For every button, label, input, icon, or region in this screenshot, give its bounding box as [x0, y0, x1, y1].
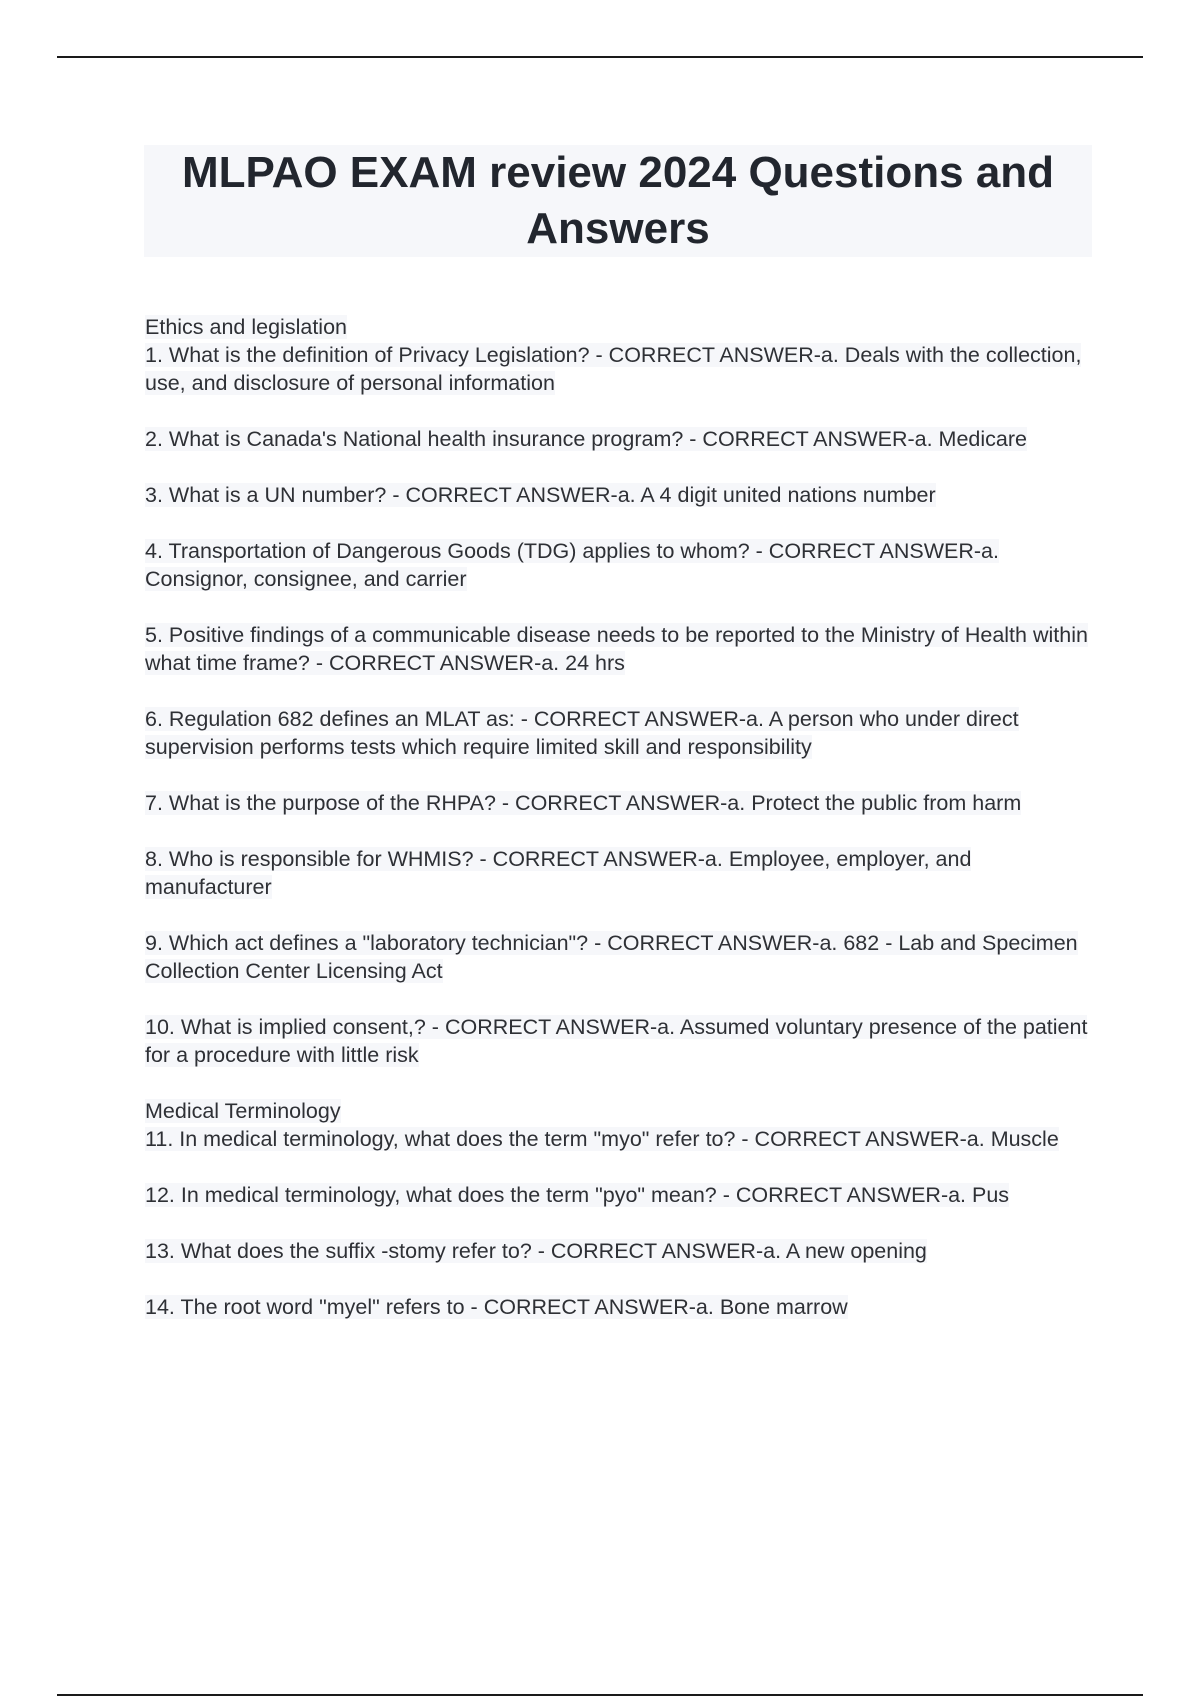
- qa-item-2: 2. What is Canada's National health insurance program? - CORRECT ANSWER-a. Medicare: [145, 427, 1027, 451]
- qa-item-13: 13. What does the suffix -stomy refer to? - CORRECT ANSWER-a. A new opening: [145, 1239, 927, 1263]
- qa-item-6: 6. Regulation 682 defines an MLAT as: - CORRECT ANSWER-a. A person who under direct supervision performs tests which require limited skill and responsibility: [145, 707, 1019, 759]
- qa-item-8: 8. Who is responsible for WHMIS? - CORRECT ANSWER-a. Employee, employer, and manufacturer: [145, 847, 972, 899]
- qa-item-4: 4. Transportation of Dangerous Goods (TDG) applies to whom? - CORRECT ANSWER-a. Consignor, consignee, and carrier: [145, 539, 999, 591]
- qa-item-14: 14. The root word "myel" refers to - CORRECT ANSWER-a. Bone marrow: [145, 1295, 848, 1319]
- section-heading-medical-terminology: Medical Terminology: [145, 1099, 341, 1123]
- section-heading-ethics: Ethics and legislation: [145, 315, 347, 339]
- qa-item-7: 7. What is the purpose of the RHPA? - CORRECT ANSWER-a. Protect the public from harm: [145, 791, 1022, 815]
- qa-item-12: 12. In medical terminology, what does the term "pyo" mean? - CORRECT ANSWER-a. Pus: [145, 1183, 1010, 1207]
- qa-item-5: 5. Positive findings of a communicable disease needs to be reported to the Ministry of Health within what time frame? - CORRECT ANSWER-a. 24 hrs: [145, 623, 1088, 675]
- header-rule: [57, 56, 1143, 58]
- document-body: [145, 313, 1095, 1349]
- footer-rule: [57, 1694, 1143, 1696]
- title-banner: [144, 145, 1092, 257]
- qa-item-9: 9. Which act defines a "laboratory technician"? - CORRECT ANSWER-a. 682 - Lab and Specimen Collection Center Licensing Act: [145, 931, 1078, 983]
- qa-item-10: 10. What is implied consent,? - CORRECT ANSWER-a. Assumed voluntary presence of the patient for a procedure with little risk: [145, 1015, 1088, 1067]
- qa-item-1: 1. What is the definition of Privacy Legislation? - CORRECT ANSWER-a. Deals with the collection, use, and disclosure of personal information: [145, 343, 1082, 395]
- qa-item-3: 3. What is a UN number? - CORRECT ANSWER-a. A 4 digit united nations number: [145, 483, 936, 507]
- page-title: MLPAO EXAM review 2024 Questions and Answers: [181, 148, 1055, 253]
- qa-item-11: 11. In medical terminology, what does the term "myo" refer to? - CORRECT ANSWER-a. Muscle: [145, 1127, 1059, 1151]
